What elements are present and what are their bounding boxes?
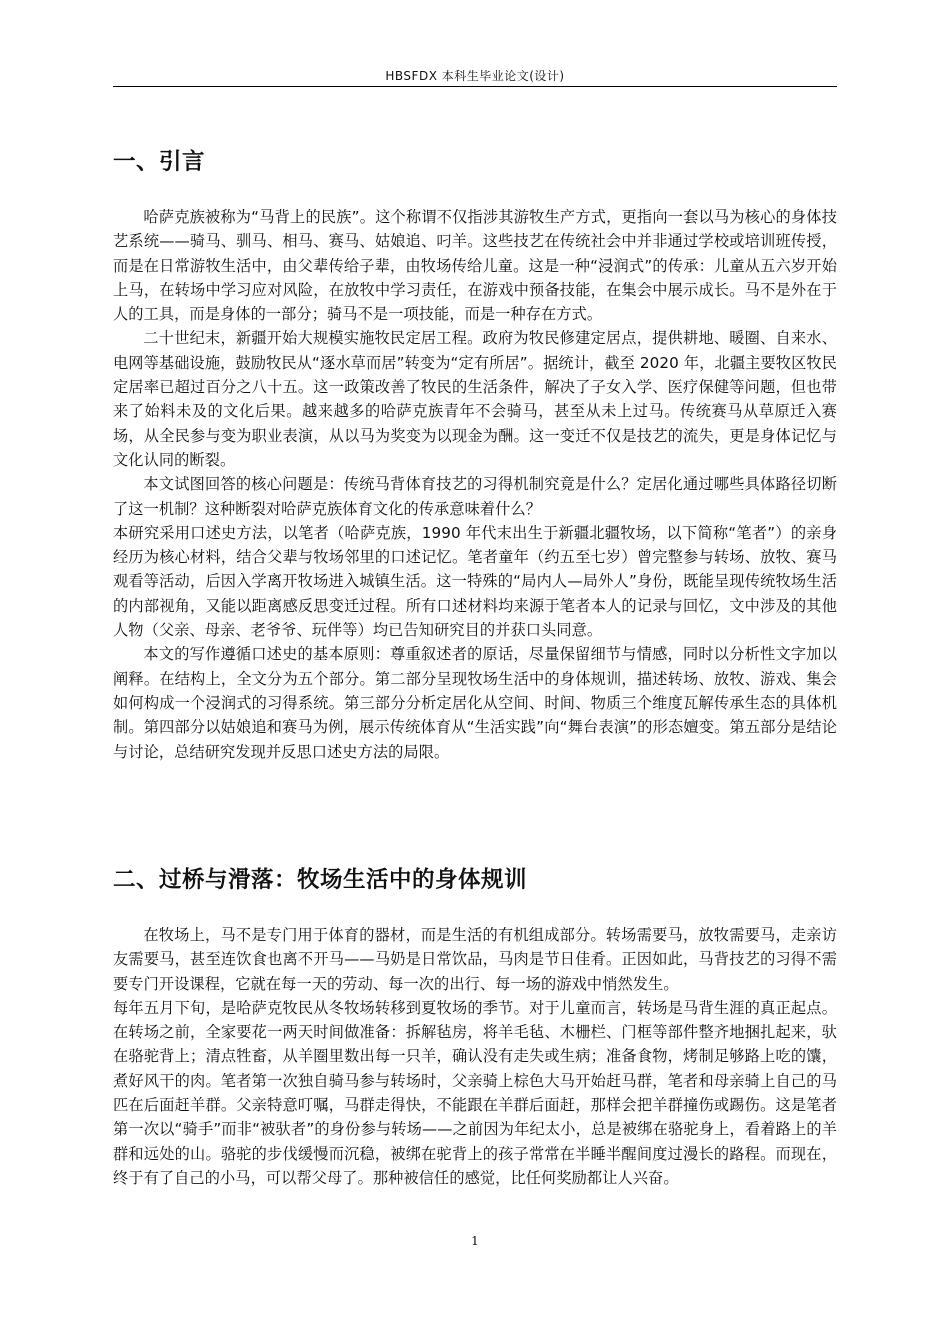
paragraph: 在牧场上，马不是专门用于体育的器材，而是生活的有机组成部分。转场需要马，放牧需要马，走亲访友需要马，甚至连饮食也离不开马——马奶是日常饮品，马肉是节日佳肴。正因如此，马背技艺的习得不需要专门开设课程，它就在每一天的劳动、每一次的出行、每一场的游戏中悄然发生。: [113, 926, 837, 993]
header-divider: [113, 86, 837, 87]
section-heading-introduction: 一、引言: [113, 149, 206, 175]
running-header: HBSFDX 本科生毕业论文(设计): [385, 69, 565, 83]
page-number: 1: [471, 1234, 479, 1248]
paragraph: 二十世纪末，新疆开始大规模实施牧民定居工程。政府为牧民修建定居点，提供耕地、暖圈、自来水、电网等基础设施，鼓励牧民从“逐水草而居”转变为“定有所居”。据统计，截至 2020 年，北疆主要牧区牧民定居率已超过百分之八十五。这一政策改善了牧民的生活条件，解决了子女入学、医疗保健等问题，但也带来了始料未及的文化后果。越来越多的哈萨克族青年不会骑马，甚至从未上过马。传统赛马从草原迁入赛场，从全民参与变为职业表演，从以马为奖变为以现金为酬。这一变迁不仅是技艺的流失，更是身体记忆与文化认同的断裂。: [113, 329, 837, 469]
section-heading-body-discipline: 二、过桥与滑落：牧场生活中的身体规训: [113, 867, 528, 893]
paragraph: 本文试图回答的核心问题是：传统马背体育技艺的习得机制究竟是什么？定居化通过哪些具体路径切断了这一机制？这种断裂对哈萨克族体育文化的传承意味着什么？: [113, 475, 837, 518]
section-body-discipline: [113, 923, 837, 1190]
section-body-introduction: [113, 205, 837, 764]
paragraph: 哈萨克族被称为“马背上的民族”。这个称谓不仅指涉其游牧生产方式，更指向一套以马为核心的身体技艺系统——骑马、驯马、相马、赛马、姑娘追、叼羊。这些技艺在传统社会中并非通过学校或培训班传授，而是在日常游牧生活中，由父辈传给子辈，由牧场传给儿童。这是一种“浸润式”的传承：儿童从五六岁开始上马，在转场中学习应对风险，在放牧中学习责任，在游戏中预备技能，在集会中展示成长。马不是外在于人的工具，而是身体的一部分；骑马不是一项技能，而是一种存在方式。: [113, 208, 837, 324]
paragraph: 每年五月下旬，是哈萨克牧民从冬牧场转移到夏牧场的季节。对于儿童而言，转场是马背生涯的真正起点。在转场之前，全家要花一两天时间做准备：拆解毡房，将羊毛毡、木栅栏、门框等部件整齐地捆扎起来，驮在骆驼背上；清点牲畜，从羊圈里数出每一只羊，确认没有走失或生病；准备食物，烤制足够路上吃的馕，煮好风干的肉。笔者第一次独自骑马参与转场时，父亲骑上棕色大马开始赶马群，笔者和母亲骑上自己的马匹在后面赶羊群。父亲特意叮嘱，马群走得快，不能跟在羊群后面赶，那样会把羊群撞伤或踢伤。这是笔者第一次以“骑手”而非“被驮者”的身份参与转场——之前因为年纪太小，总是被绑在骆驼身上，看着路上的羊群和远处的山。骆驼的步伐缓慢而沉稳，被绑在驼背上的孩子常常在半睡半醒间度过漫长的路程。而现在，终于有了自己的小马，可以帮父母了。那种被信任的感觉，比任何奖励都让人兴奋。: [113, 998, 837, 1187]
paragraph: 本文的写作遵循口述史的基本原则：尊重叙述者的原话，尽量保留细节与情感，同时以分析性文字加以阐释。在结构上，全文分为五个部分。第二部分呈现牧场生活中的身体规训，描述转场、放牧、游戏、集会如何构成一个浸润式的习得系统。第三部分分析定居化从空间、时间、物质三个维度瓦解传承生态的具体机制。第四部分以姑娘追和赛马为例，展示传统体育从“生活实践”向“舞台表演”的形态嬗变。第五部分是结论与讨论，总结研究发现并反思口述史方法的局限。: [113, 645, 837, 761]
paragraph: 本研究采用口述史方法，以笔者（哈萨克族，1990 年代末出生于新疆北疆牧场，以下简称“笔者”）的亲身经历为核心材料，结合父辈与牧场邻里的口述记忆。笔者童年（约五至七岁）曾完整参与转场、放牧、赛马观看等活动，后因入学离开牧场进入城镇生活。这一特殊的“局内人—局外人”身份，既能呈现传统牧场生活的内部视角，又能以距离感反思变迁过程。所有口述材料均来源于笔者本人的记录与回忆，文中涉及的其他人物（父亲、母亲、老爷爷、玩伴等）均已告知研究目的并获口头同意。: [113, 523, 837, 640]
